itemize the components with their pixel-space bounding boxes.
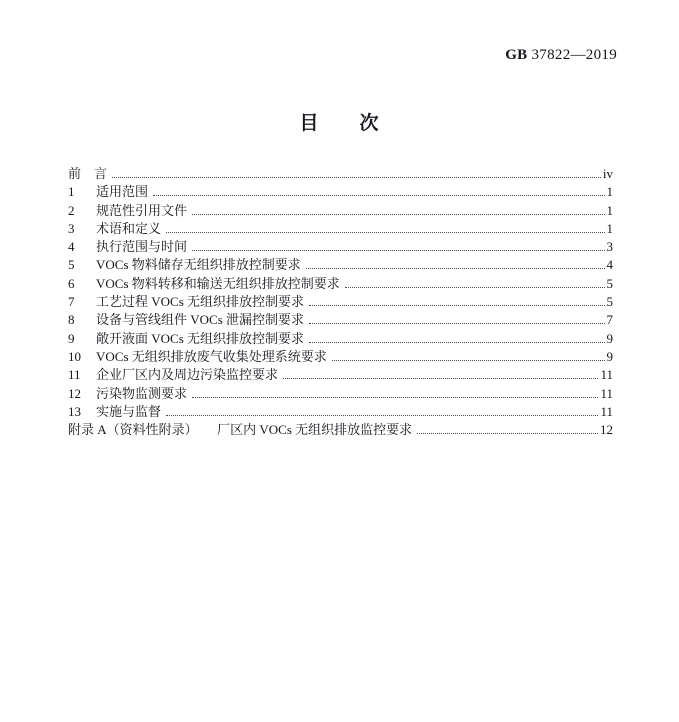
toc-entry-number: 9 (68, 330, 75, 346)
toc-entry-title: 适用范围 (96, 184, 149, 200)
toc-entry[interactable] (68, 385, 613, 403)
toc-entry-title: VOCs 无组织排放废气收集处理系统要求 (96, 348, 327, 364)
toc-entry[interactable] (68, 293, 613, 311)
toc-leader-dots (309, 320, 604, 324)
toc-entry-page: 1 (606, 220, 613, 236)
toc-entry-page: 4 (606, 257, 613, 273)
toc-entry-title: 企业厂区内及周边污染监控要求 (96, 367, 279, 383)
toc-entry[interactable] (68, 311, 613, 329)
toc-entry-title: 前 言 (68, 166, 108, 181)
toc-entry-title: 实施与监督 (96, 403, 162, 419)
toc-leader-dots (192, 394, 598, 398)
standard-code: 37822—2019 (531, 47, 617, 63)
toc-entry-number: 1 (68, 184, 75, 200)
toc-entry-title: VOCs 物料储存无组织排放控制要求 (96, 257, 301, 273)
toc-entry-page: 3 (606, 239, 613, 255)
toc-leader-dots (112, 174, 601, 178)
toc-entry-page: 5 (606, 294, 613, 310)
toc-entry[interactable] (68, 183, 613, 201)
standard-number (505, 47, 617, 64)
toc-page-title: 目 次 (299, 113, 380, 134)
toc-leader-dots (166, 229, 604, 233)
toc-entry[interactable] (68, 256, 613, 274)
toc-list (68, 165, 613, 439)
toc-leader-dots (306, 265, 605, 269)
toc-entry-number: 8 (68, 312, 75, 328)
toc-entry[interactable] (68, 403, 613, 421)
toc-entry-title: 设备与管线组件 VOCs 泄漏控制要求 (96, 312, 305, 328)
toc-entry[interactable] (68, 366, 613, 384)
toc-entry-title: 执行范围与时间 (96, 239, 188, 255)
toc-entry-number: 12 (68, 385, 81, 401)
toc-entry-number: 10 (68, 348, 81, 364)
toc-entry-title: 敞开液面 VOCs 无组织排放控制要求 (96, 330, 305, 346)
toc-entry-page: iv (602, 166, 613, 181)
toc-entry[interactable] (68, 348, 613, 366)
toc-leader-dots (153, 192, 604, 196)
toc-entry-page: 11 (600, 403, 613, 419)
toc-entry-page: 11 (600, 385, 613, 401)
toc-entry-title: 工艺过程 VOCs 无组织排放控制要求 (96, 294, 305, 310)
toc-leader-dots (166, 412, 598, 416)
toc-entry-page: 1 (606, 184, 613, 200)
toc-leader-dots (345, 284, 605, 288)
toc-entry-page: 11 (600, 367, 613, 383)
toc-entry[interactable] (68, 330, 613, 348)
toc-entry-number: 7 (68, 294, 75, 310)
toc-entry-number: 6 (68, 275, 75, 291)
toc-entry-page: 9 (606, 330, 613, 346)
toc-leader-dots (309, 302, 604, 306)
toc-entry-title: VOCs 物料转移和输送无组织排放控制要求 (96, 275, 340, 291)
toc-entry[interactable] (68, 421, 613, 439)
toc-entry-number: 13 (68, 403, 81, 419)
toc-entry[interactable] (68, 220, 613, 238)
toc-entry-number: 11 (68, 367, 81, 383)
toc-entry-number: 5 (68, 257, 75, 273)
toc-leader-dots (283, 375, 598, 379)
toc-entry-title: 污染物监测要求 (96, 385, 188, 401)
toc-leader-dots (309, 339, 604, 343)
toc-leader-dots (417, 430, 598, 434)
toc-entry[interactable] (68, 275, 613, 293)
toc-leader-dots (332, 357, 605, 361)
toc-entry-page: 12 (600, 422, 613, 438)
toc-entry[interactable] (68, 202, 613, 220)
toc-entry-page: 1 (606, 202, 613, 218)
toc-entry-number: 4 (68, 239, 75, 255)
standard-prefix: GB (505, 47, 528, 63)
toc-entry-page: 5 (606, 275, 613, 291)
toc-entry-page: 9 (606, 348, 613, 364)
toc-entry-page: 7 (606, 312, 613, 328)
toc-leader-dots (192, 247, 604, 251)
toc-entry-title: 术语和定义 (96, 220, 162, 236)
toc-entry-title: 规范性引用文件 (96, 202, 188, 218)
toc-entry-title: 附录 A（资料性附录） 厂区内 VOCs 无组织排放监控要求 (68, 422, 413, 438)
toc-entry-number: 2 (68, 202, 75, 218)
toc-entry-number: 3 (68, 220, 75, 236)
toc-entry[interactable] (68, 165, 613, 183)
toc-leader-dots (192, 211, 604, 215)
toc-entry[interactable] (68, 238, 613, 256)
